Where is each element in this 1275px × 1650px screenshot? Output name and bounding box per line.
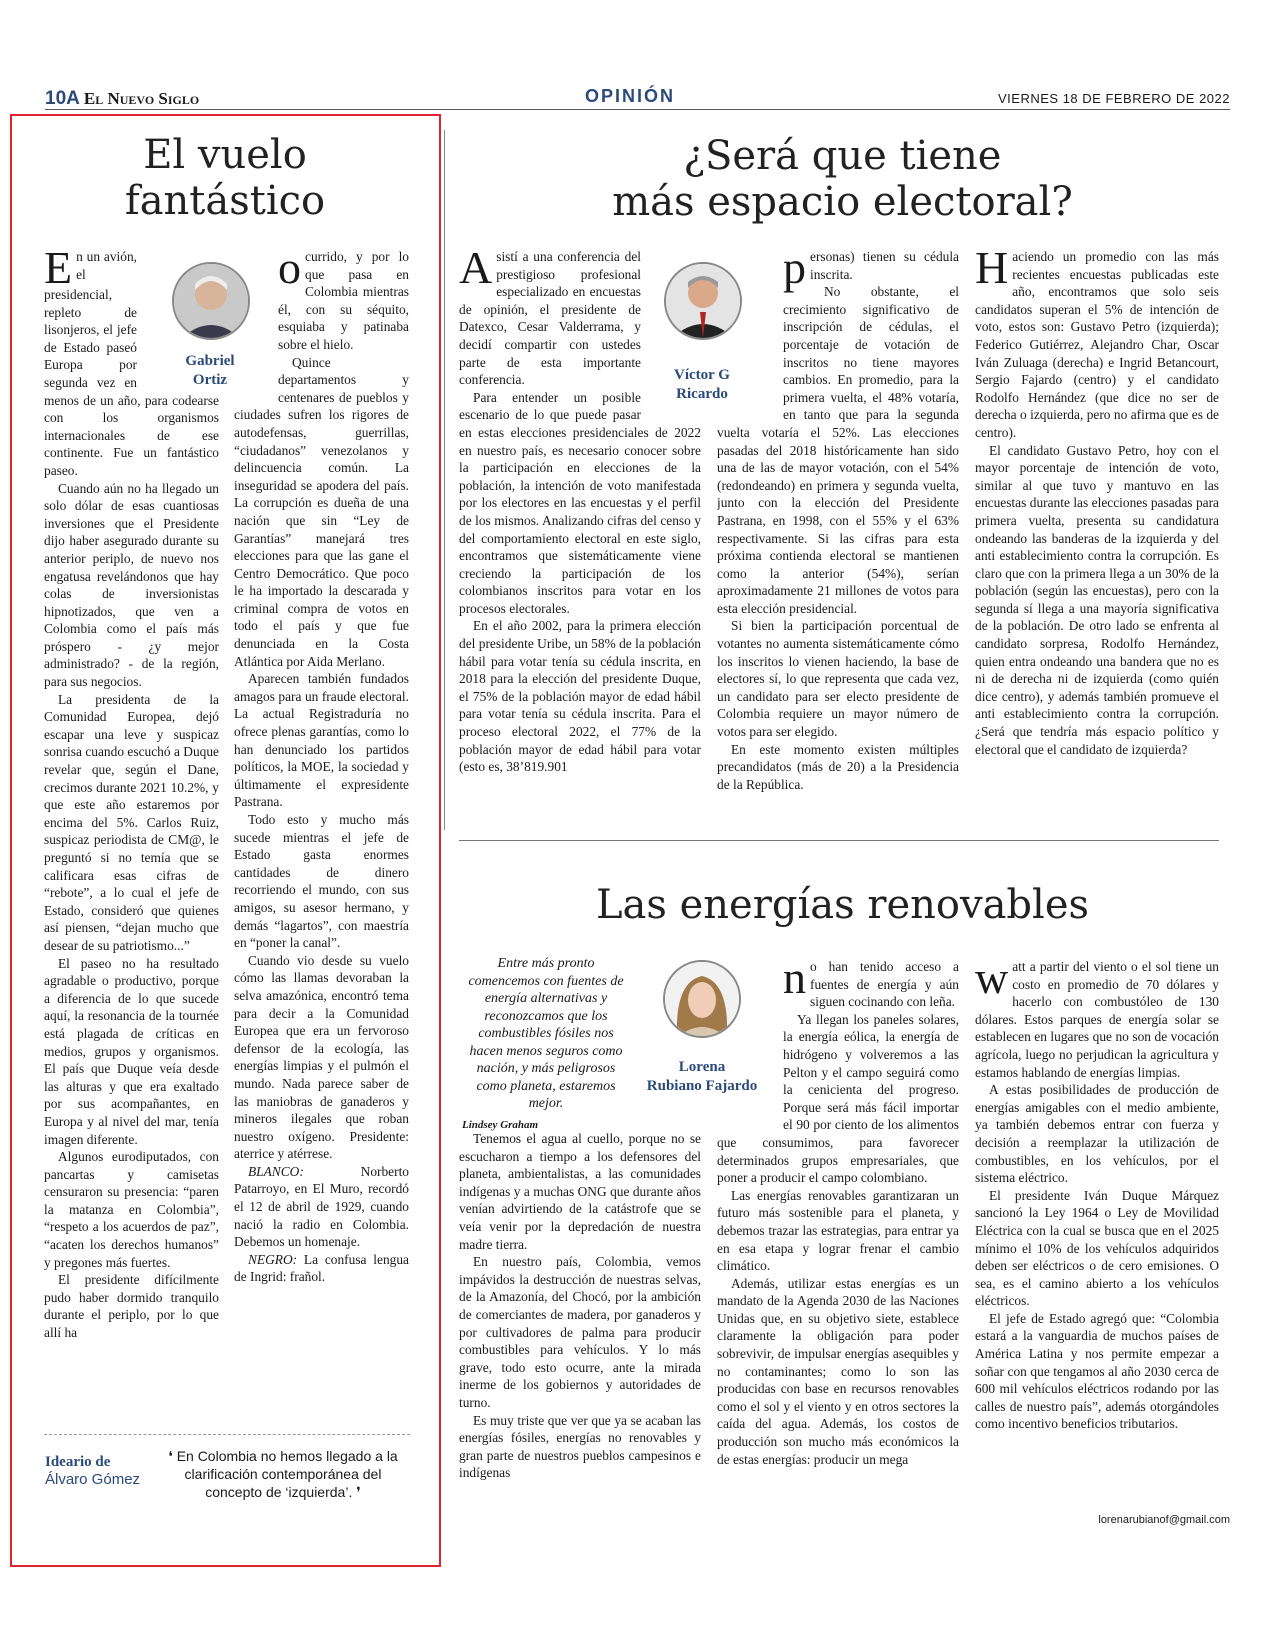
paragraph: no han tenido acceso a fuentes de energía y aún siguen cocinando con leña. xyxy=(783,958,959,1010)
ideario-rule xyxy=(44,1434,410,1435)
paragraph: Es muy triste que ver que ya se acaban las energías fósiles, energías no renovables y gran parte de nuestros pueblos campesinos e indígenas xyxy=(459,1412,701,1481)
article2-column-1 xyxy=(459,248,701,818)
paragraph: Todo esto y mucho más sucede mientras el jefe de Estado gasta enormes cantidades de dinero recorriendo el mundo, con sus amigos, su asesor hermano, y demás “lagartos”, con maestría en “poner la canal”. xyxy=(234,812,409,951)
paragraph: El paseo no ha resultado agradable o productivo, porque a diferencia de lo que sucede aquí, la resonancia de la tournée está plagada de críticas en medios, grupos y organismos. El país que Duque veía desde las alturas y que era exaltado por sus acompañantes, en Europa y al nivel del mar, tenía imagen diferente. xyxy=(44,955,219,1147)
issue-date: VIERNES 18 DE FEBRERO DE 2022 xyxy=(998,91,1230,106)
epigraph-quote: Entre más pronto comencemos con fuentes de energía alternativas y reconozcamos que los combustibles fósiles nos hacen menos seguros como nación, y más peligrosos como planeta, estaremos mejor. Lindsey Graham xyxy=(462,955,630,1134)
page-number: 10A xyxy=(45,88,80,109)
paragraph: Además, utilizar estas energías es un mandato de la Agenda 2030 de las Naciones Unidas que, en su objetivo siete, establece claramente la obligación para poder sobrevivir, de impulsar energías asequibles y no contaminantes; como lo son las producidas con base en recursos renovables como el sol y el viento y en otros sectores la caída del agua. Además, los costos de producción son mucho más económicos la de estas energías: producir un mega xyxy=(717,1275,959,1467)
author-email: lorenarubianof@gmail.com xyxy=(1098,1514,1230,1526)
article3-column-2 xyxy=(717,958,959,1528)
epigraph-source: Lindsey Graham xyxy=(462,1118,539,1131)
paragraph: En este momento existen múltiples precandidatos (más de 20) a la Presidencia de la República. xyxy=(717,741,959,792)
paragraph: Aparecen también fundados amagos para un fraude electoral. La actual Registraduría no ofrece plenas garantías, como lo han denunciado los partidos políticos, la MOE, la sociedad y últimamente el expresidente Pastrana. xyxy=(234,671,409,810)
paragraph: En nuestro país, Colombia, vemos impávidos la destrucción de nuestras selvas, de la Amazonía, del Chocó, por la ambición de comerciantes de madera, por ganaderos y por cultivadores de palma para producir combustibles para vehículos. Y lo más grave, todo esto ocurre, ante la mirada inerme de los gobiernos y autoridades de turno. xyxy=(459,1254,701,1410)
paragraph: Las energías renovables garantizaran un futuro más sostenible para el planeta, y debemos trazar las estrategias, para entrar ya en esa etapa y lograr frenar el cambio climático. xyxy=(717,1187,959,1274)
paragraph: Asistí a una conferencia del prestigioso profesional especializado en encuestas de opinión, el presidente de Datexco, Cesar Valderrama, y decidí compartir con ustedes parte de esta importante conferencia. xyxy=(459,248,641,388)
section-name: OPINIÓN xyxy=(585,86,676,106)
blanco-note: BLANCO: Norberto Patarroyo, en El Muro, recordó el 12 de abril de 1929, cuando nació la radio en Colombia. Debemos un homenaje. xyxy=(234,1163,409,1250)
paragraph: watt a partir del viento o el sol tiene un costo en promedio de 70 dólares y hacerlo con combustóleo de 130 dólares. Estos parques de energía solar se establecen en lugares que no son de vocación agrícola, luego no perjudican la agricultura y estamos hablando de energías limpias. xyxy=(975,958,1219,1080)
paragraph: En el año 2002, para la primera elección del presidente Uribe, un 58% de la población hábil para votar tenía su cédula inscrita, en 2018 para la elección del presidente Duque, el 75% de la población mayor de edad hábil para votar tenía su cédula inscrita. Para el proceso electoral 2022, el 77% de la población mayor de edad hábil para votar (esto es, 38’819.901 xyxy=(459,618,701,775)
paragraph: Haciendo un promedio con las más recientes encuestas publicadas este año, encontramos que solo seis candidatos superan el 5% de intención de voto, estos son: Gustavo Petro (izquierda); Federico Gutiérrez, Alejandro Char, Oscar Iván Zuluaga (derecha) e Ingrid Betancourt, Sergio Fajardo (centro) y el candidato Rodolfo Hernández (que dice no ser de derecha o izquierda, pero no afirma que es de centro). xyxy=(975,248,1219,440)
ideario-quote: ❛ En Colombia no hemos llegado a la clarificación contemporánea del concepto de ‘izquierda’. ❜ xyxy=(168,1448,398,1500)
paragraph: El presidente difícilmente pudo haber dormido tranquilo durante el periplo, por lo que allí ha xyxy=(44,1272,219,1341)
article3-column-3 xyxy=(975,958,1219,1513)
paragraph: El candidato Gustavo Petro, hoy con el mayor porcentaje de intención de voto, similar al que tuvo y mantuvo en las encuestas durante las elecciones pasadas para primera vuelta, presenta su candidatura ondeando las banderas de la izquierda y del anti establecimiento contra la corrupción. Es claro que con la primera llega a un 30% de la población (según las encuestas), pero con la segunda sí llega a una mayoría significativa de la población. De otro lado se enfrenta al candidato sorpresa, Rodolfo Hernández, quien entra ondeando una bandera que no es ni de derecha ni de izquierda (como quién dice centro), y además también promueve el anti establecimiento contra la corrupción. ¿Será que tendría más espacio político y electoral que el candidato de izquierda? xyxy=(975,442,1219,757)
paragraph: En un avión, el presidencial, repleto de lisonjeros, el jefe de Estado paseó Europa por segunda vez en menos de un año, para codearse con los organismos internacionales de ese continente. Fue un fantástico paseo. xyxy=(44,248,219,478)
article3-column-1 xyxy=(459,1130,701,1530)
page-header xyxy=(45,88,1230,110)
paragraph: A estas posibilidades de producción de energías amigables con el medio ambiente, ya también debemos entrar con fuerza y decisión a reemplazar la utilización de combustibles, en los vehículos, por el sistema eléctrico. xyxy=(975,1082,1219,1186)
paragraph: Ya llegan los paneles solares, la energía eólica, la energía de hidrógeno y volveremos a las Pelton y el campo seguirá como la cenicienta del progreso. Porque será más fácil importar el 90 por ciento de los alimentos que consumimos, para favorecer determinados grupos empresariales, que poner a producir el campo colombiano. xyxy=(717,1011,959,1186)
paragraph: Quince departamentos y centenares de pueblos y ciudades sufren los rigores de autodefensas, guerrillas, “ciudadanos” venezolanos y delincuencia común. La inseguridad se apodera del país. La corrupción es dueña de una nación que sin “Ley de Garantías” manejará tres elecciones para que las gane el Centro Democrático. Que poco le ha importado la descarada y criminal compra de votos en todo el país y que fue denunciada en la Costa Atlántica por Aida Merlano. xyxy=(234,354,409,669)
paragraph: No obstante, el crecimiento significativo de inscripción de cédulas, el porcentaje de votación de inscritos no tiene mayores cambios. En promedio, para la primera vuelta, el 48% votaría, en tanto que para la segunda vuelta votaría el 52%. Las elecciones pasadas del 2018 históricamente han sido una de las de mayor votación, con el 54% (redondeando) en primera y segunda vuelta, junto con la elección del Presidente Pastrana, en 1998, con el 55% y el 63% respectivamente. Si las cifras para esta próxima contienda electoral se mantienen como la anterior (54%), serían aproximadamente 21 millones de votos para esta elección presidencial. xyxy=(717,284,959,616)
author-name: Víctor G Ricardo xyxy=(674,367,730,402)
paragraph: Cuando vio desde su vuelo cómo las llamas devoraban la selva amazónica, encontró tema para decir a la Comunidad Europea que era un fervoroso defensor de la ecología, las energías limpias y el pulmón el mundo. Nada parece saber de las maniobras de ganaderos y mineros ilegales que roban nuestro oxígeno. Presidente: aterrice y atérrese. xyxy=(234,952,409,1162)
negro-note: NEGRO: La confusa lengua de Ingrid: frañol. xyxy=(234,1251,409,1285)
paragraph: Cuando aún no ha llegado un solo dólar de esas cuantiosas inversiones que el Presidente dijo haber asegurado durante su anterior periplo, de nuevo nos engatusa revelándonos que hay colas de inversionistas hipnotizados, que ven a Colombia como el país más próspero - ¿y mejor administrado? - de la región, para sus negocios. xyxy=(44,480,219,690)
article2-column-3 xyxy=(975,248,1219,818)
paragraph: El presidente Iván Duque Márquez sancionó la Ley 1964 o Ley de Movilidad Eléctrica con la cual se busca que en el 2025 mínimo el 10% de los vehículos adquiridos deben ser eléctricos o de cero emisiones. O sea, es el camino abierto a los vehículos eléctricos. xyxy=(975,1187,1219,1309)
paragraph: El jefe de Estado agregó que: “Colombia estará a la vanguardia de muchos países de América Latina y nos permite empezar a soñar con que tengamos al año 2030 cerca de 600 mil vehículos eléctricos rodando por las calles de nuestro país”, además otorgándoles como incentivo beneficios tributarios. xyxy=(975,1310,1219,1432)
article-separator xyxy=(459,840,1219,841)
author-name: Lorena Rubiano Fajardo xyxy=(646,1059,758,1094)
paragraph: Si bien la participación porcentual de votantes no aumenta sistemáticamente cómo los inscritos lo vienen haciendo, la base de electores sí, lo que representa que cada vez, un candidato para ser electo presidente de Colombia requiere un mayor número de votos para ser elegido. xyxy=(717,618,959,740)
page-folio xyxy=(45,88,199,110)
article1-title: El vuelo fantástico xyxy=(124,132,326,224)
article3-title: Las energías renovables xyxy=(595,882,1090,928)
article2-title: ¿Será que tiene más espacio electoral? xyxy=(612,133,1073,225)
ideario-label: Ideario de Álvaro Gómez xyxy=(45,1454,141,1488)
article1-column-1 xyxy=(44,248,219,1408)
paragraph: La presidenta de la Comunidad Europea, dejó escapar una leve y suspicaz sonrisa cuando escuchó a Duque revelar que, según el Dane, crecimos durante 2021 10.2%, y que este año estaremos por encima del 5%. Carlos Ruiz, suspicaz periodista de CM@, le preguntó si no temía que se calificara esas cifras de “rebote”, a lo cual el jefe de Estado, consideró que quienes así piensen, “dejan mucho que desear de su patriotismo...” xyxy=(44,691,219,953)
header-rule xyxy=(45,109,1230,110)
author-name: Gabriel Ortiz xyxy=(185,353,235,388)
paper-name: El Nuevo Siglo xyxy=(83,89,200,108)
article1-column-2 xyxy=(234,248,409,1408)
paragraph: personas) tienen su cédula inscrita. xyxy=(783,248,959,293)
column-divider xyxy=(444,130,445,830)
article2-column-2 xyxy=(717,248,959,818)
paragraph: Para entender un posible escenario de lo que puede pasar en estas elecciones presidenciales de 2022 en nuestro país, es necesario conocer sobre la participación en elecciones de la población, la intención de voto manifestada por los electores en las encuestas y el perfil de los mismos. Analizando cifras del censo y del comportamiento electoral en este siglo, encontramos que sistemáticamente viene creciendo la participación de los colombianos inscritos para votar en los procesos electorales. xyxy=(459,389,701,616)
paragraph: Algunos eurodiputados, con pancartas y camisetas censuraron su presencia: “paren la matanza en Colombia”, “respeto a los acuerdos de paz”, “acaten los derechos humanos” y pregones más fuertes. xyxy=(44,1149,219,1270)
paragraph: Tenemos el agua al cuello, porque no se escucharon a tiempo a los defensores del planeta, ambientalistas, a las comunidades indígenas y a muchas ONG que durante años venían advirtiendo de la catástrofe que se veía venir por la depredación de nuestra madre tierra. xyxy=(459,1131,701,1252)
paragraph: ocurrido, y por lo que pasa en Colombia mientras él, con su séquito, esquiaba y patinaba sobre el hielo. xyxy=(278,248,409,352)
